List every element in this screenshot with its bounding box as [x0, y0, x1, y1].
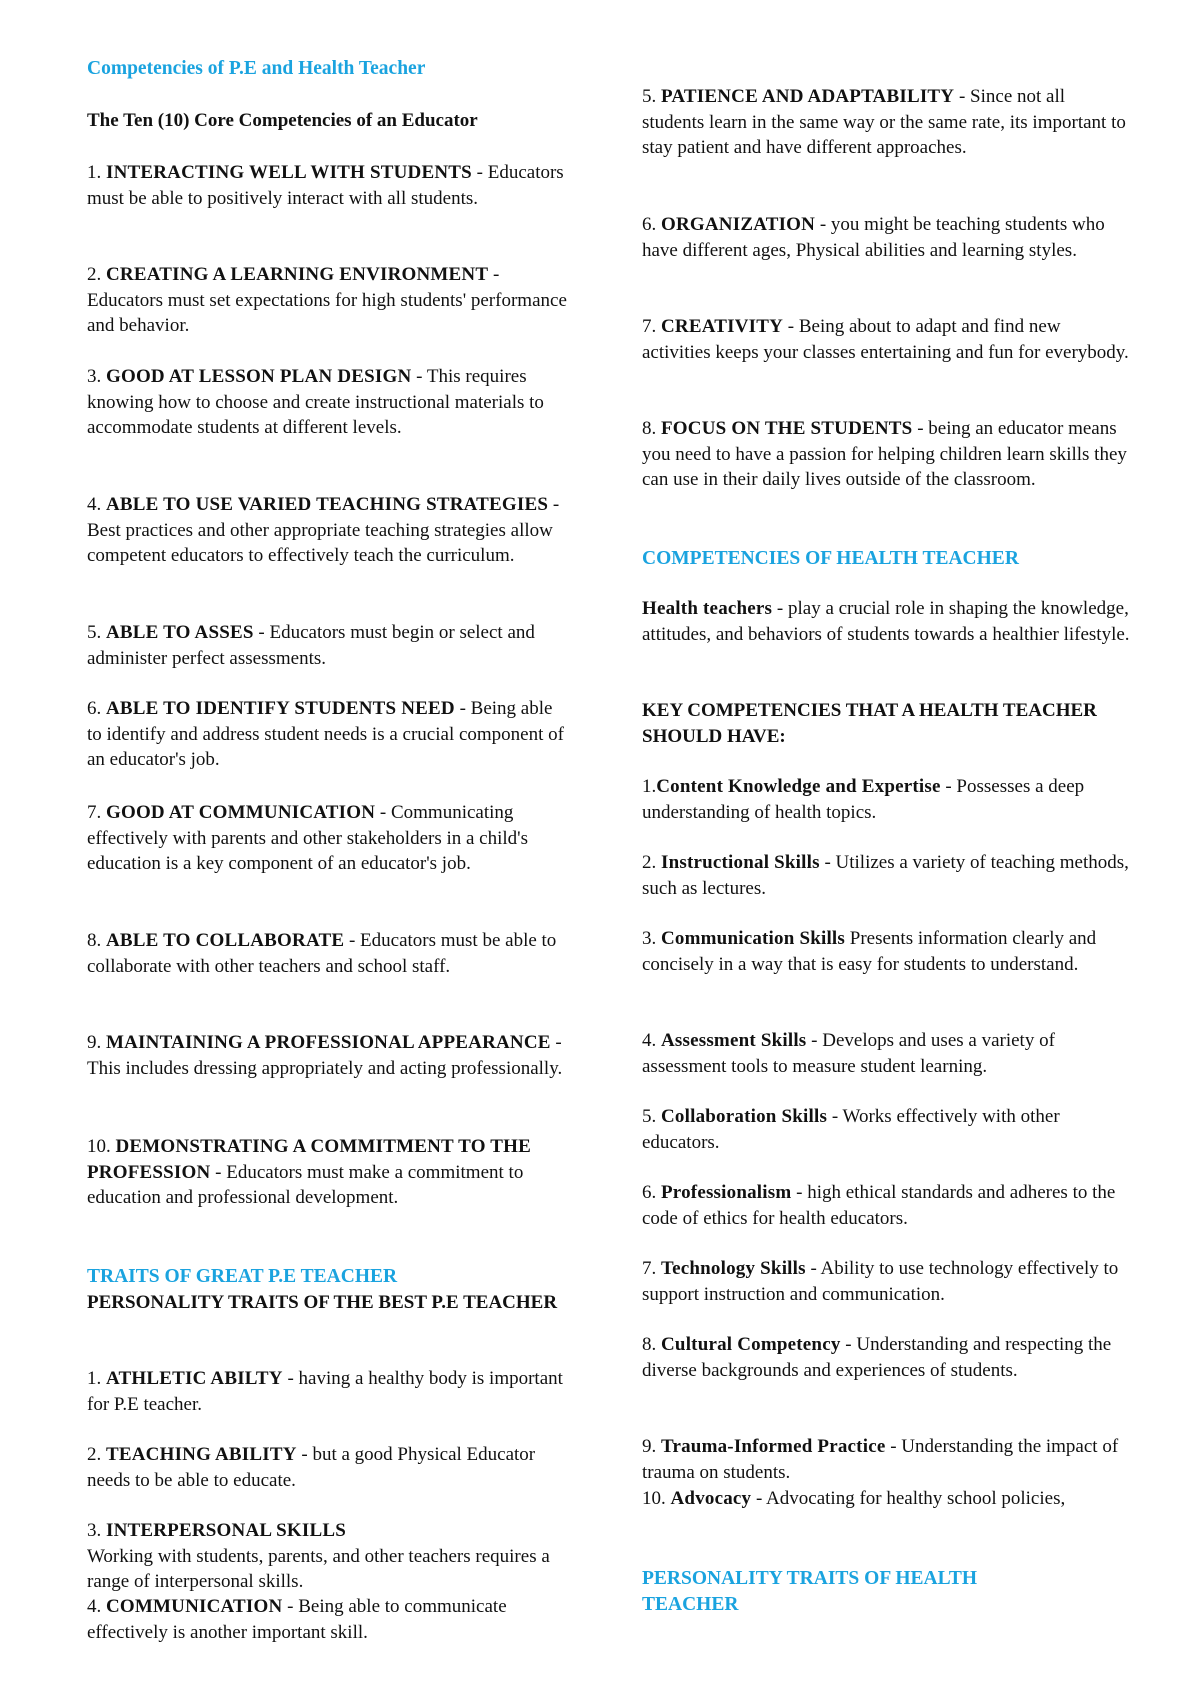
key-item-7: 7. Technology Skills - Ability to use technology effectively to support instruction and communication.: [642, 1258, 1119, 1305]
core-item-4: 4. ABLE TO USE VARIED TEACHING STRATEGIES - Best practices and other appropriate teaching strategies allow competent educators to effectively teach the curriculum.: [87, 494, 560, 567]
core-item-7: 7. GOOD AT COMMUNICATION - Communicating effectively with parents and other stakeholders in a child's education is a key component of an educator's job.: [87, 802, 528, 875]
key-item-5: 5. Collaboration Skills - Works effectively with other educators.: [642, 1106, 1060, 1153]
core-competencies-heading: The Ten (10) Core Competencies of an Educator: [87, 110, 478, 131]
health-competencies-heading: COMPETENCIES OF HEALTH TEACHER: [642, 548, 1019, 569]
health-intro: Health teachers - play a crucial role in shaping the knowledge, attitudes, and behaviors of students towards a healthier lifestyle.: [642, 598, 1130, 645]
key-item-6: 6. Professionalism - high ethical standards and adheres to the code of ethics for health educators.: [642, 1182, 1116, 1229]
core-item-2: 2. CREATING A LEARNING ENVIRONMENT - Educators must set expectations for high students' performance and behavior.: [87, 264, 567, 337]
pe-trait-1: 1. ATHLETIC ABILTY - having a healthy body is important for P.E teacher.: [87, 1368, 563, 1415]
key-item-9: 9. Trauma-Informed Practice - Understanding the impact of trauma on students.: [642, 1436, 1119, 1483]
document-title: Competencies of P.E and Health Teacher: [87, 58, 426, 79]
core-item-8: 8. ABLE TO COLLABORATE - Educators must be able to collaborate with other teachers and school staff.: [87, 930, 557, 977]
key-item-8: 8. Cultural Competency - Understanding and respecting the diverse backgrounds and experiences of students.: [642, 1334, 1112, 1381]
pe-trait-4: 4. COMMUNICATION - Being able to communicate effectively is another important skill.: [87, 1596, 507, 1643]
pe-trait-2: 2. TEACHING ABILITY - but a good Physical Educator needs to be able to educate.: [87, 1444, 536, 1491]
key-item-2: 2. Instructional Skills - Utilizes a variety of teaching methods, such as lectures.: [642, 852, 1129, 899]
pe-trait-7: 7. CREATIVITY - Being about to adapt and find new activities keeps your classes entertaining and fun for everybody.: [642, 316, 1129, 363]
key-item-3: 3. Communication Skills Presents information clearly and concisely in a way that is easy for students to understand.: [642, 928, 1097, 975]
core-item-1: 1. INTERACTING WELL WITH STUDENTS - Educators must be able to positively interact with all students.: [87, 162, 564, 209]
traits-pe-subheading: PERSONALITY TRAITS OF THE BEST P.E TEACHER: [87, 1292, 558, 1313]
pe-trait-5: 5. PATIENCE AND ADAPTABILITY - Since not all students learn in the same way or the same rate, its important to stay patient and have different approaches.: [642, 86, 1126, 159]
key-item-4: 4. Assessment Skills - Develops and uses a variety of assessment tools to measure student learning.: [642, 1030, 1055, 1077]
key-competencies-heading: KEY COMPETENCIES THAT A HEALTH TEACHER SHOULD HAVE:: [642, 700, 1097, 747]
core-item-6: 6. ABLE TO IDENTIFY STUDENTS NEED - Being able to identify and address student needs is a crucial component of an educator's job.: [87, 698, 564, 771]
core-item-9: 9. MAINTAINING A PROFESSIONAL APPEARANCE - This includes dressing appropriately and acting professionally.: [87, 1032, 563, 1079]
traits-pe-heading: TRAITS OF GREAT P.E TEACHER: [87, 1266, 398, 1287]
pe-trait-3: 3. INTERPERSONAL SKILLS Working with students, parents, and other teachers requires a range of interpersonal skills.: [87, 1520, 550, 1593]
pe-trait-8: 8. FOCUS ON THE STUDENTS - being an educator means you need to have a passion for helping children learn skills they can use in their daily lives outside of the classroom.: [642, 418, 1127, 491]
core-item-5: 5. ABLE TO ASSES - Educators must begin or select and administer perfect assessments.: [87, 622, 535, 669]
key-item-10: 10. Advocacy - Advocating for healthy school policies,: [642, 1488, 1066, 1509]
personality-traits-health-heading: PERSONALITY TRAITS OF HEALTH TEACHER: [642, 1568, 978, 1615]
key-item-1: 1.Content Knowledge and Expertise - Possesses a deep understanding of health topics.: [642, 776, 1085, 823]
pe-trait-6: 6. ORGANIZATION - you might be teaching students who have different ages, Physical abilities and learning styles.: [642, 214, 1105, 261]
core-item-3: 3. GOOD AT LESSON PLAN DESIGN - This requires knowing how to choose and create instructional materials to accommodate students at different levels.: [87, 366, 544, 439]
core-item-10: 10. DEMONSTRATING A COMMITMENT TO THE PROFESSION - Educators must make a commitment to education and professional development.: [87, 1136, 532, 1209]
